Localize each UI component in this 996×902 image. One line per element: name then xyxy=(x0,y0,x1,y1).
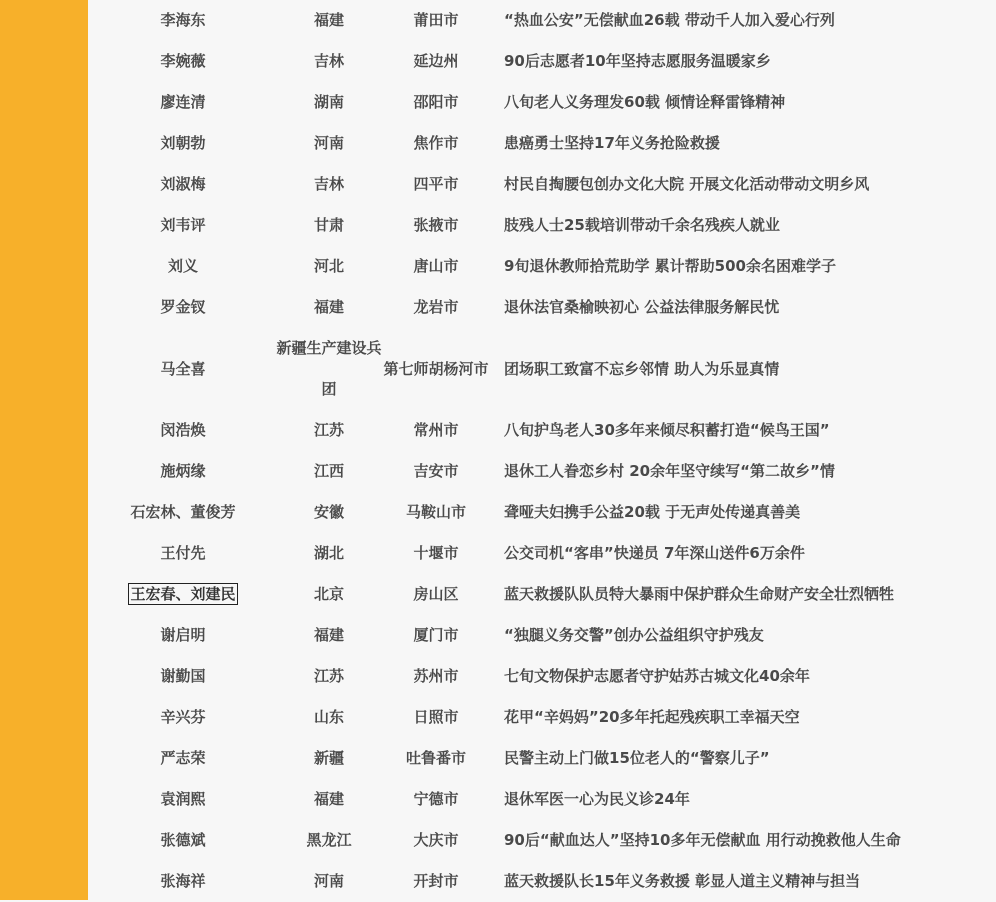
name-cell: 刘朝勃 xyxy=(160,134,206,152)
description-cell: 退休法官桑榆映初心 公益法律服务解民忧 xyxy=(504,298,780,316)
honoree-table xyxy=(90,0,950,902)
table-row xyxy=(90,41,950,82)
name-cell: 谢启明 xyxy=(160,626,206,644)
name-cell: 罗金钗 xyxy=(160,298,206,316)
city-cell: 延边州 xyxy=(413,52,459,70)
city-cell: 邵阳市 xyxy=(413,93,459,111)
description-cell: 肢残人士25载培训带动千余名残疾人就业 xyxy=(504,216,780,234)
name-cell: 马全喜 xyxy=(160,359,206,378)
province-cell: 河北 xyxy=(313,257,344,275)
name-cell: 辛兴芬 xyxy=(160,708,206,726)
table-row xyxy=(90,779,950,820)
city-cell: 常州市 xyxy=(413,421,459,439)
table-row xyxy=(90,410,950,451)
table-row xyxy=(90,574,950,615)
description-cell: “独腿义务交警”创办公益组织守护残友 xyxy=(504,626,764,644)
description-cell: 村民自掏腰包创办文化大院 开展文化活动带动文明乡风 xyxy=(504,175,870,193)
city-cell: 焦作市 xyxy=(413,134,459,152)
description-cell: 蓝天救援队长15年义务救援 彰显人道主义精神与担当 xyxy=(504,872,861,890)
city-cell: 龙岩市 xyxy=(413,298,459,316)
description-cell: 退休工人眷恋乡村 20余年坚守续写“第二故乡”情 xyxy=(504,462,835,480)
description-cell: 90后志愿者10年坚持志愿服务温暖家乡 xyxy=(504,52,771,70)
description-cell: 七旬文物保护志愿者守护姑苏古城文化40余年 xyxy=(504,667,810,685)
name-cell: 施炳缘 xyxy=(160,462,206,480)
description-cell: 患癌勇士坚持17年义务抢险救援 xyxy=(504,134,720,152)
city-cell: 十堰市 xyxy=(413,544,459,562)
table-row xyxy=(90,451,950,492)
province-cell: 江苏 xyxy=(313,667,344,685)
city-cell: 宁德市 xyxy=(413,790,459,808)
description-cell: 花甲“辛妈妈”20多年托起残疾职工幸福天空 xyxy=(504,708,800,726)
table-row xyxy=(90,205,950,246)
name-cell: 张德斌 xyxy=(160,831,206,849)
description-cell: 公交司机“客串”快递员 7年深山送件6万余件 xyxy=(504,544,805,562)
name-cell: 王付先 xyxy=(160,544,206,562)
city-cell: 日照市 xyxy=(413,708,459,726)
table-row xyxy=(90,656,950,697)
province-cell: 北京 xyxy=(313,585,344,603)
table-row xyxy=(90,287,950,328)
table-row xyxy=(90,615,950,656)
table-row xyxy=(90,164,950,205)
description-cell: 聋哑夫妇携手公益20载 于无声处传递真善美 xyxy=(504,503,801,521)
table-row xyxy=(90,861,950,902)
name-cell: 严志荣 xyxy=(160,749,206,767)
name-cell: 刘义 xyxy=(167,257,198,275)
name-cell: 谢勤国 xyxy=(160,667,206,685)
table-row xyxy=(90,820,950,861)
province-cell: 安徽 xyxy=(313,503,344,521)
province-cell: 甘肃 xyxy=(313,216,344,234)
city-cell: 张掖市 xyxy=(413,216,459,234)
province-cell: 河南 xyxy=(313,134,344,152)
table-row xyxy=(90,0,950,41)
table-row xyxy=(90,328,950,410)
city-cell: 苏州市 xyxy=(413,667,459,685)
province-cell: 河南 xyxy=(313,872,344,890)
province-cell: 吉林 xyxy=(313,175,344,193)
province-cell: 江西 xyxy=(313,462,344,480)
city-cell: 吉安市 xyxy=(413,462,459,480)
table-row xyxy=(90,533,950,574)
province-cell: 福建 xyxy=(313,790,344,808)
province-cell: 新疆生产建设兵团 xyxy=(276,339,382,398)
province-cell: 湖北 xyxy=(313,544,344,562)
name-cell: 袁润熙 xyxy=(160,790,206,808)
description-cell: 90后“献血达人”坚持10多年无偿献血 用行动挽救他人生命 xyxy=(504,831,901,849)
name-cell: 廖连清 xyxy=(160,93,206,111)
table-row xyxy=(90,82,950,123)
city-cell: 大庆市 xyxy=(413,831,459,849)
left-accent-stripe xyxy=(0,0,88,900)
province-cell: 福建 xyxy=(313,626,344,644)
province-cell: 黑龙江 xyxy=(306,831,352,849)
table-row xyxy=(90,697,950,738)
table-row xyxy=(90,246,950,287)
city-cell: 开封市 xyxy=(413,872,459,890)
table-row xyxy=(90,492,950,533)
province-cell: 湖南 xyxy=(313,93,344,111)
name-cell: 张海祥 xyxy=(160,872,206,890)
province-cell: 新疆 xyxy=(313,749,344,767)
description-cell: 八旬老人义务理发60载 倾情诠释雷锋精神 xyxy=(504,93,786,111)
description-cell: 9旬退休教师拾荒助学 累计帮助500余名困难学子 xyxy=(504,257,836,275)
city-cell: 房山区 xyxy=(413,585,459,603)
province-cell: 吉林 xyxy=(313,52,344,70)
honoree-table-container xyxy=(90,0,996,900)
name-cell: 闵浩焕 xyxy=(160,421,206,439)
province-cell: 江苏 xyxy=(313,421,344,439)
city-cell: 马鞍山市 xyxy=(405,503,466,521)
city-cell: 第七师胡杨河市 xyxy=(383,359,489,378)
name-cell: 刘韦评 xyxy=(160,216,206,234)
name-cell: 石宏林、董俊芳 xyxy=(130,503,236,521)
description-cell: 团场职工致富不忘乡邻情 助人为乐显真情 xyxy=(504,359,780,378)
description-cell: “热血公安”无偿献血26载 带动千人加入爱心行列 xyxy=(504,11,835,29)
city-cell: 吐鲁番市 xyxy=(405,749,466,767)
province-cell: 山东 xyxy=(313,708,344,726)
selected-name-text[interactable]: 王宏春、刘建民 xyxy=(130,585,236,603)
description-cell: 民警主动上门做15位老人的“警察儿子” xyxy=(504,749,770,767)
description-cell: 蓝天救援队队员特大暴雨中保护群众生命财产安全壮烈牺牲 xyxy=(504,585,895,603)
description-cell: 八旬护鸟老人30多年来倾尽积蓄打造“候鸟王国” xyxy=(504,421,830,439)
city-cell: 四平市 xyxy=(413,175,459,193)
city-cell: 莆田市 xyxy=(413,11,459,29)
province-cell: 福建 xyxy=(313,11,344,29)
description-cell: 退休军医一心为民义诊24年 xyxy=(504,790,690,808)
table-row xyxy=(90,123,950,164)
name-cell xyxy=(90,574,276,615)
city-cell: 唐山市 xyxy=(413,257,459,275)
table-row xyxy=(90,738,950,779)
city-cell: 厦门市 xyxy=(413,626,459,644)
name-cell: 刘淑梅 xyxy=(160,175,206,193)
name-cell: 李海东 xyxy=(160,11,206,29)
province-cell: 福建 xyxy=(313,298,344,316)
name-cell: 李婉薇 xyxy=(160,52,206,70)
